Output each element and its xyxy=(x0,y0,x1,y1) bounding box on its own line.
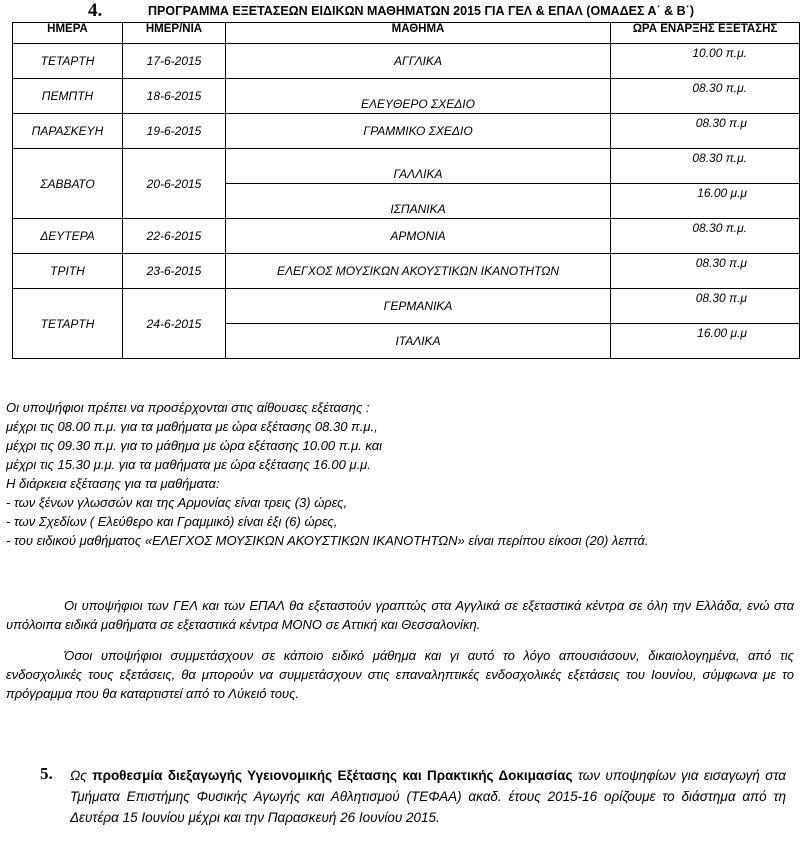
subject-cell: ΓΕΡΜΑΝΙΚΑ xyxy=(226,289,611,324)
table-row xyxy=(13,289,800,324)
day-cell: ΤΡΙΤΗ xyxy=(13,254,123,289)
exam-centers-paragraph: Οι υποψήφιοι των ΓΕΛ και των ΕΠΑΛ θα εξεταστούν γραπτώς στα Αγγλικά σε εξεταστικά κέντρα σε όλη την Ελλάδα, ενώ στα υπόλοιπα ειδικά μαθήματα σε εξεταστικά κέντρα ΜΟΝΟ σε Αττική και Θεσσαλονίκη. xyxy=(6,598,794,632)
time-cell: 10.00 π.μ. xyxy=(611,44,800,79)
schedule-title: ΠΡΟΓΡΑΜΜΑ ΕΞΕΤΑΣΕΩΝ ΕΙΔΙΚΩΝ ΜΑΘΗΜΑΤΩΝ 2015 ΓΙΑ ΓΕΛ & ΕΠΑΛ (ΟΜΑΔΕΣ Α΄ & Β΄) xyxy=(148,4,694,18)
arrival-instructions xyxy=(6,398,794,550)
table-row xyxy=(13,114,800,149)
header-date: ΗΜΕΡ/ΝΙΑ xyxy=(123,23,226,44)
section-number: 4. xyxy=(88,0,103,21)
header-start-time: ΩΡΑ ΕΝΑΡΞΗΣ ΕΞΕΤΑΣΗΣ xyxy=(611,23,800,44)
header-subject: ΜΑΘΗΜΑ xyxy=(226,23,611,44)
table-row xyxy=(13,254,800,289)
date-cell: 22-6-2015 xyxy=(123,219,226,254)
table-header-row xyxy=(13,23,800,44)
text-line: μέχρι τις 15.30 μ.μ. για τα μαθήματα με ώρα εξέτασης 16.00 μ.μ. xyxy=(6,457,371,472)
day-cell: ΔΕΥΤΕΡΑ xyxy=(13,219,123,254)
table-row xyxy=(13,219,800,254)
text-line: μέχρι τις 09.30 π.μ. για το μάθημα με ώρα εξέτασης 10.00 π.μ. και xyxy=(6,438,383,453)
text-line: Οι υποψήφιοι πρέπει να προσέρχονται στις αίθουσες εξέτασης : xyxy=(6,400,370,415)
subject-cell: ΙΣΠΑΝΙΚΑ xyxy=(226,184,611,219)
time-cell: 16.00 μ.μ xyxy=(611,324,800,359)
header-day: ΗΜΕΡΑ xyxy=(13,23,123,44)
day-cell: ΠΑΡΑΣΚΕΥΗ xyxy=(13,114,123,149)
section-5-bold-phrase: προθεσμία διεξαγωγής Υγειονομικής Εξέτασης και Πρακτικής Δοκιμασίας xyxy=(92,768,573,783)
text-line: - του ειδικού μαθήματος «ΕΛΕΓΧΟΣ ΜΟΥΣΙΚΩΝ ΑΚΟΥΣΤΙΚΩΝ ΙΚΑΝΟΤΗΤΩΝ» είναι περίπου είκοσι (20) λεπτά. xyxy=(6,533,649,548)
time-cell: 08.30 π.μ. xyxy=(611,79,800,114)
day-cell: ΤΕΤΑΡΤΗ xyxy=(13,289,123,359)
subject-cell: ΕΛΕΓΧΟΣ ΜΟΥΣΙΚΩΝ ΑΚΟΥΣΤΙΚΩΝ ΙΚΑΝΟΤΗΤΩΝ xyxy=(226,254,611,289)
subject-cell: ΕΛΕΥΘΕΡΟ ΣΧΕΔΙΟ xyxy=(226,79,611,114)
exam-schedule-table xyxy=(12,22,800,359)
date-cell: 18-6-2015 xyxy=(123,79,226,114)
time-cell: 08.30 π.μ xyxy=(611,114,800,149)
time-cell: 08.30 π.μ. xyxy=(611,149,800,184)
table-row xyxy=(13,149,800,184)
time-cell: 08.30 π.μ xyxy=(611,289,800,324)
time-cell: 08.30 π.μ. xyxy=(611,219,800,254)
time-cell: 16.00 μ.μ xyxy=(611,184,800,219)
text-line: - των ξένων γλωσσών και της Αρμονίας είναι τρεις (3) ώρες, xyxy=(6,495,348,510)
section-4-heading xyxy=(0,0,800,22)
section-number: 5. xyxy=(40,764,53,783)
day-cell: ΣΑΒΒΑΤΟ xyxy=(13,149,123,219)
subject-cell: ΓΑΛΛΙΚΑ xyxy=(226,149,611,184)
day-cell: ΤΕΤΑΡΤΗ xyxy=(13,44,123,79)
absence-paragraph: Όσοι υποψήφιοι συμμετάσχουν σε κάποιο ειδικό μάθημα και γι αυτό το λόγο απουσιάσουν, δικαιολογημένα, από τις ενδοσχολικές τους εξετάσεις, θα μπορούν να συμμετάσχουν στις επαναληπτικές ενδοσχολικές εξετάσεις του Ιουνίου, σύμφωνα με το πρόγραμμα που θα καταρτιστεί από το Λύκειό τους. xyxy=(6,648,794,701)
date-cell: 17-6-2015 xyxy=(123,44,226,79)
text-line: Η διάρκεια εξέτασης για τα μαθήματα: xyxy=(6,476,220,491)
section-5-rest: των υποψηφίων για εισαγωγή στα Τμήματα Επιστήμης Φυσικής Αγωγής και Αθλητισμού (ΤΕΦΑΑ) ακαδ. έτους 2015-16 ορίζουμε το διάστημα από τη Δευτέρα 15 Ιουνίου μέχρι και την Παρασκευή 26 Ιουνίου 2015. xyxy=(70,768,786,825)
date-cell: 20-6-2015 xyxy=(123,149,226,219)
date-cell: 24-6-2015 xyxy=(123,289,226,359)
date-cell: 23-6-2015 xyxy=(123,254,226,289)
day-cell: ΠΕΜΠΤΗ xyxy=(13,79,123,114)
date-cell: 19-6-2015 xyxy=(123,114,226,149)
time-cell: 08.30 π.μ xyxy=(611,254,800,289)
subject-cell: ΑΡΜΟΝΙΑ xyxy=(226,219,611,254)
table-row xyxy=(13,79,800,114)
subject-cell: ΑΓΓΛΙΚΑ xyxy=(226,44,611,79)
text-line: μέχρι τις 08.00 π.μ. για τα μαθήματα με ώρα εξέτασης 08.30 π.μ., xyxy=(6,419,378,434)
subject-cell: ΙΤΑΛΙΚΑ xyxy=(226,324,611,359)
subject-cell: ΓΡΑΜΜΙΚΟ ΣΧΕΔΙΟ xyxy=(226,114,611,149)
text-line: - των Σχεδίων ( Ελεύθερο και Γραμμικό) είναι έξι (6) ώρες, xyxy=(6,514,338,529)
table-row xyxy=(13,44,800,79)
section-5-paragraph xyxy=(70,765,786,828)
section-5-lead: Ως xyxy=(70,768,93,783)
